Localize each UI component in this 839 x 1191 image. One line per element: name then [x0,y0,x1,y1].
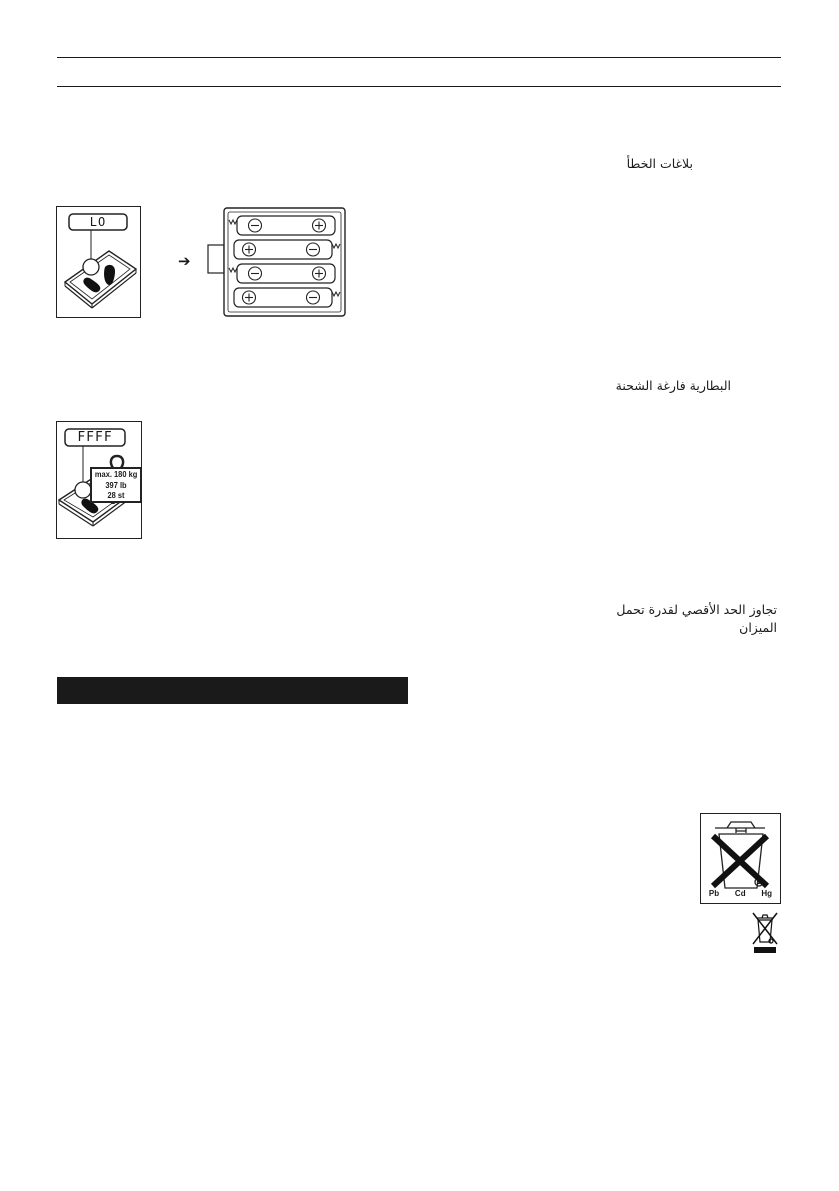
section-heading-overload [527,601,777,637]
section-heading-battery-empty: البطارية فارغة الشحنة [615,378,731,393]
weight-label [95,469,137,501]
scale-overload-figure [56,421,142,539]
section-title-bar [57,677,408,704]
weight-label-kg: max. 180 kg [94,469,138,479]
weee-figure [750,910,780,954]
section-heading-error-messages: بلاغات الخطأ [626,156,693,171]
arrow-icon: ➔ [178,252,191,270]
metal-hg: Hg [761,889,773,898]
header-rule-top [57,57,781,58]
battery-recycling-figure [700,813,781,904]
header-rule-bottom [57,86,781,87]
battery-compartment-figure [207,207,347,319]
lo-display-text: LO [89,215,107,229]
weight-label-lb: 397 lb [105,479,127,490]
overload-heading-line2: الميزان [739,620,777,635]
battery-compartment-icon [207,207,347,319]
overload-heading-line1: تجاوز الحد الأقصي لقدرة تحمل [616,602,777,617]
weee-crossed-bin-icon [750,910,780,954]
metal-cd: Cd [734,889,746,898]
metal-pb: Pb [708,889,720,898]
weight-label-st: 28 st [107,490,125,500]
recycle-metals [701,889,780,899]
ffff-display-text: FFFF [77,430,113,445]
scale-lo-figure [56,206,141,318]
